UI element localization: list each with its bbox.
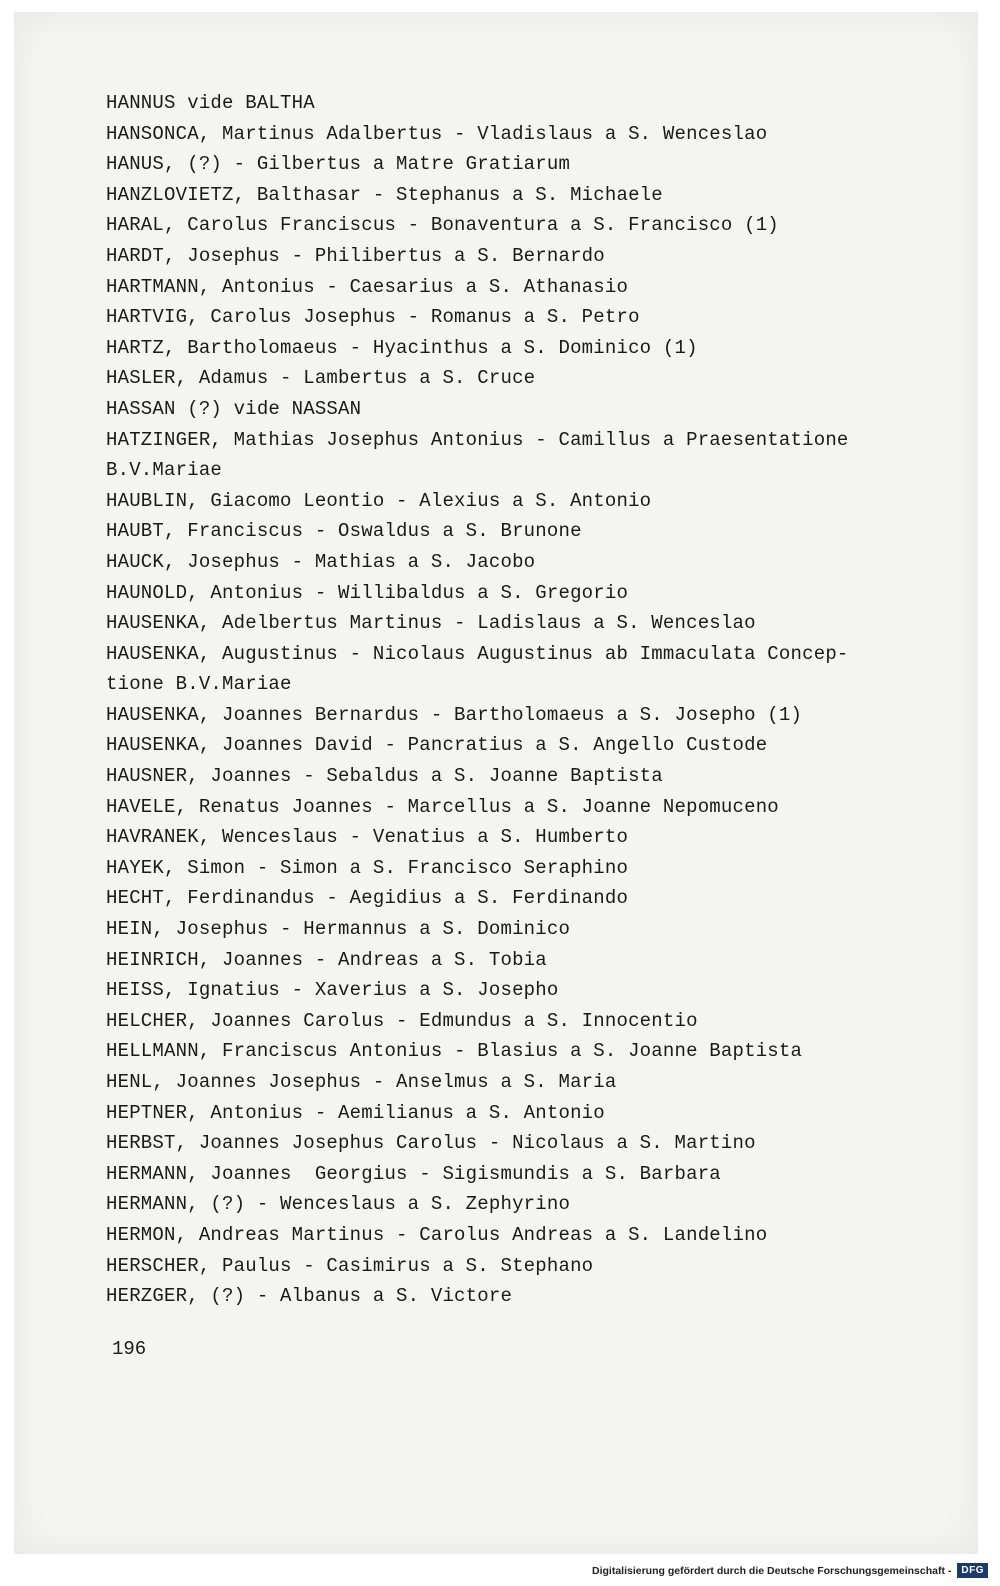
entry-line [106, 302, 926, 333]
entry-text: HAUBT, Franciscus - Oswaldus a S. Brunone [106, 520, 582, 543]
entry-line [106, 88, 926, 119]
entry-text: HAUSENKA, Joannes Bernardus - Bartholomaeus a S. Josepho (1) [106, 703, 803, 726]
entry-text: HANUS, (?) - Gilbertus a Matre Gratiarum [106, 153, 571, 176]
entry-line [106, 578, 926, 609]
entry-continuation: B.V.Mariae [106, 459, 223, 482]
entry-text: HAVELE, Renatus Joannes - Marcellus a S. Joanne Nepomuceno [106, 795, 779, 818]
entry-line [106, 639, 926, 700]
entry-line [106, 1098, 926, 1129]
entry-text: HENL, Joannes Josephus - Anselmus a S. Maria [106, 1071, 617, 1093]
entry-text: HARTVIG, Carolus Josephus - Romanus a S. Petro [106, 306, 640, 329]
entry-text: HERMANN, (?) - Wenceslaus a S. Zephyrino [106, 1193, 571, 1216]
entry-line [106, 1036, 926, 1067]
entry-text: HECHT, Ferdinandus - Aegidius a S. Ferdinando [106, 887, 629, 910]
entry-line [106, 272, 926, 303]
entry-text: HEINRICH, Joannes - Andreas a S. Tobia [106, 948, 547, 971]
entry-line [106, 119, 926, 150]
digitization-footer [592, 1563, 988, 1578]
entry-text: HARTMANN, Antonius - Caesarius a S. Athanasio [106, 275, 629, 298]
entry-text: HAUSENKA, Adelbertus Martinus - Ladislaus a S. Wenceslao [106, 612, 756, 635]
entry-text: HEIN, Josephus - Hermannus a S. Dominico [106, 918, 571, 941]
entry-line [106, 425, 926, 486]
entry-text: HELCHER, Joannes Carolus - Edmundus a S. Innocentio [106, 1009, 698, 1032]
entry-text: HARDT, Josephus - Philibertus a S. Bernardo [106, 244, 605, 267]
entry-line [106, 608, 926, 639]
entry-text: HATZINGER, Mathias Josephus Antonius - Camillus a Praesentatione [106, 428, 849, 451]
entry-line [106, 394, 926, 425]
entry-line [106, 241, 926, 272]
entry-text: HAYEK, Simon - Simon a S. Francisco Seraphino [106, 856, 629, 879]
entry-text: HAUCK, Josephus - Mathias a S. Jacobo [106, 550, 536, 573]
page-number: 196 [112, 1338, 147, 1360]
entry-line [106, 700, 926, 731]
entry-line [106, 547, 926, 578]
entry-line [106, 1251, 926, 1282]
entry-text: HASSAN (?) vide NASSAN [106, 397, 362, 420]
entry-line [106, 149, 926, 180]
entry-line [106, 853, 926, 884]
entry-text: HERMANN, Joannes Georgius - Sigismundis a S. Barbara [106, 1162, 721, 1185]
entry-line [106, 1159, 926, 1190]
entry-text: HARTZ, Bartholomaeus - Hyacinthus a S. Dominico (1) [106, 336, 698, 359]
entry-line [106, 975, 926, 1006]
entry-list [106, 88, 926, 1312]
entry-line [106, 1220, 926, 1251]
entry-line [106, 730, 926, 761]
entry-text: HAUSENKA, Augustinus - Nicolaus Augustinus ab Immaculata Concep- [106, 642, 849, 665]
entry-text: HANNUS vide BALTHA [106, 92, 315, 114]
entry-line [106, 822, 926, 853]
entry-line [106, 792, 926, 823]
entry-text: HASLER, Adamus - Lambertus a S. Cruce [106, 367, 536, 390]
entry-line [106, 914, 926, 945]
entry-line [106, 883, 926, 914]
entry-line [106, 1128, 926, 1159]
entry-continuation: tione B.V.Mariae [106, 673, 292, 696]
entry-text: HERMON, Andreas Martinus - Carolus Andreas a S. Landelino [106, 1223, 768, 1246]
entry-text: HANZLOVIETZ, Balthasar - Stephanus a S. Michaele [106, 183, 663, 206]
entry-text: HARAL, Carolus Franciscus - Bonaventura a S. Francisco (1) [106, 214, 779, 237]
entry-text: HAUNOLD, Antonius - Willibaldus a S. Gregorio [106, 581, 629, 604]
entry-text: HAUSENKA, Joannes David - Pancratius a S. Angello Custode [106, 734, 768, 757]
entry-text: HELLMANN, Franciscus Antonius - Blasius a S. Joanne Baptista [106, 1040, 803, 1063]
entry-line [106, 1189, 926, 1220]
entry-line [106, 761, 926, 792]
entry-line [106, 333, 926, 364]
entry-line [106, 1067, 926, 1098]
entry-line [106, 516, 926, 547]
entry-line [106, 945, 926, 976]
entry-text: HEISS, Ignatius - Xaverius a S. Josepho [106, 979, 559, 1002]
dfg-logo: DFG [957, 1563, 988, 1578]
entry-text: HERZGER, (?) - Albanus a S. Victore [106, 1285, 513, 1308]
entry-line [106, 180, 926, 211]
entry-text: HEPTNER, Antonius - Aemilianus a S. Antonio [106, 1101, 605, 1124]
entry-line [106, 1281, 926, 1312]
entry-line [106, 210, 926, 241]
entry-text: HAUSNER, Joannes - Sebaldus a S. Joanne Baptista [106, 765, 663, 788]
entry-line [106, 363, 926, 394]
entry-text: HERSCHER, Paulus - Casimirus a S. Stephano [106, 1254, 594, 1277]
entry-text: HAVRANEK, Wenceslaus - Venatius a S. Humberto [106, 826, 629, 849]
entry-text: HANSONCA, Martinus Adalbertus - Vladislaus a S. Wenceslao [106, 122, 768, 145]
entry-line [106, 1006, 926, 1037]
entry-text: HERBST, Joannes Josephus Carolus - Nicolaus a S. Martino [106, 1132, 756, 1155]
footer-credit-text: Digitalisierung gefördert durch die Deutsche Forschungsgemeinschaft - [592, 1564, 952, 1577]
entry-line [106, 486, 926, 517]
entry-text: HAUBLIN, Giacomo Leontio - Alexius a S. Antonio [106, 489, 652, 512]
